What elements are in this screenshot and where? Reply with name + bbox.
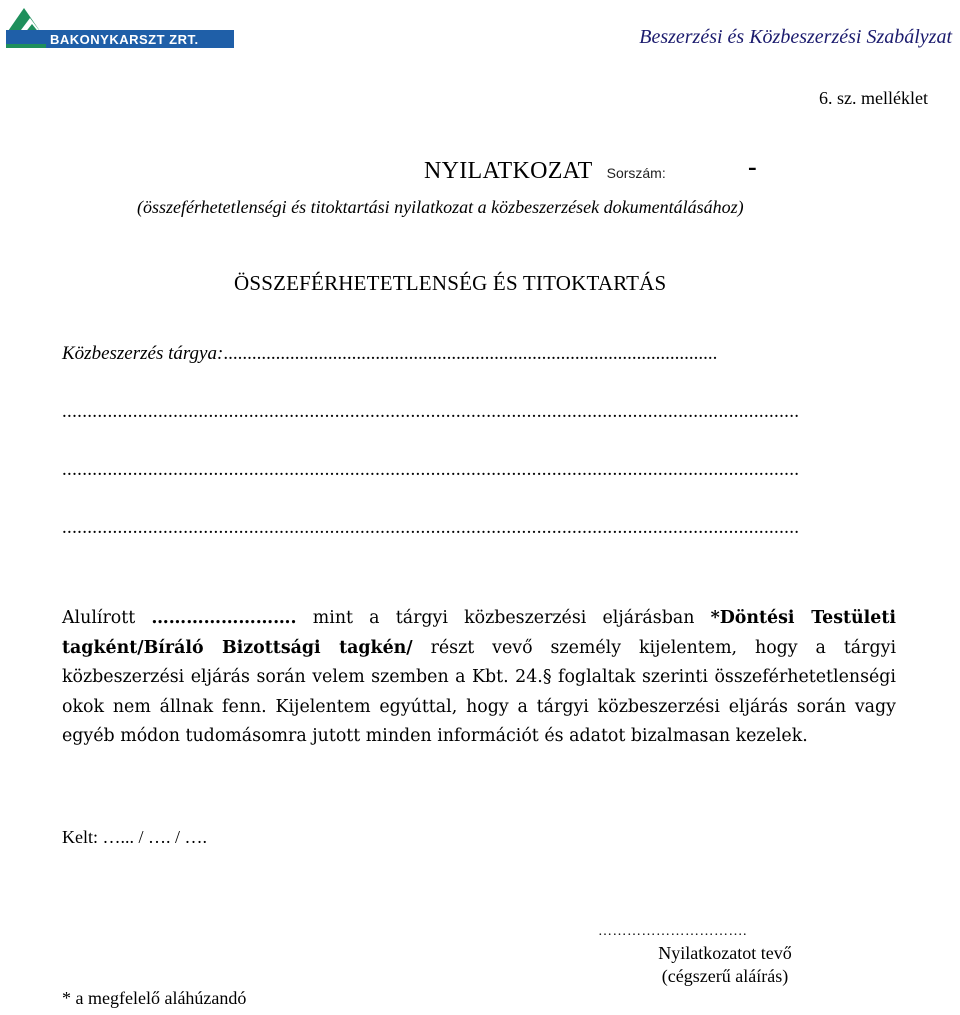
role-options: *Döntési Testületi tagként/Bíráló Bizottsági tagkén/ <box>62 608 896 658</box>
procurement-subject-line <box>62 343 717 365</box>
signature-dots: …………………………. <box>598 924 747 939</box>
section-title: ÖSSZEFÉRHETETLENSÉG ÉS TITOKTARTÁS <box>234 271 667 295</box>
logo-text: BAKONYKARSZT ZRT. <box>50 32 199 47</box>
company-logo <box>4 4 236 54</box>
name-placeholder: ……………………. <box>151 608 297 628</box>
statement-paragraph <box>62 604 896 752</box>
date-line: Kelt: …... / …. / …. <box>62 827 207 847</box>
footnote: * a megfelelő aláhúzandó <box>62 988 247 1008</box>
procurement-subject-dots: ........................................................................................................ <box>223 343 718 364</box>
subject-dot-line: .................................................................................................................................................. <box>62 459 800 480</box>
annex-number: 6. sz. melléklet <box>819 88 928 108</box>
subject-dot-line: .................................................................................................................................................. <box>62 517 800 538</box>
statement-text-2: részt vevő személy kijelentem, hogy a tárgyi közbeszerzési eljárás során velem szemben a Kbt. 24.§ foglaltak szerinti összeférhetetlenségi okok nem állnak fenn. Kijelentem egyúttal, hogy a tárgyi közbeszerzési eljárás során vagy egyéb módon tudomásomra jutott minden információt és adatot bizalmasan kezelek. <box>62 637 897 746</box>
procurement-subject-label: Közbeszerzés tárgya: <box>62 343 224 364</box>
declaration-subtitle: (összeférhetetlenségi és titoktartási nyilatkozat a közbeszerzések dokumentálásához) <box>137 197 744 217</box>
serial-number-value: - <box>748 152 757 181</box>
signature-block <box>600 942 850 988</box>
statement-lead: Alulírott <box>62 608 136 628</box>
signature-label: Nyilatkozatot tevő <box>658 943 792 963</box>
serial-number-label: Sorszám: <box>606 165 666 181</box>
subject-dot-line: .................................................................................................................................................. <box>62 401 800 422</box>
declaration-title-row <box>424 158 666 185</box>
statement-text-1: mint a tárgyi közbeszerzési eljárásban <box>296 608 711 628</box>
signature-sublabel: (cégszerű aláírás) <box>661 966 789 986</box>
declaration-title: NYILATKOZAT <box>424 158 593 184</box>
document-header-title: Beszerzési és Közbeszerzési Szabályzat <box>639 26 952 48</box>
